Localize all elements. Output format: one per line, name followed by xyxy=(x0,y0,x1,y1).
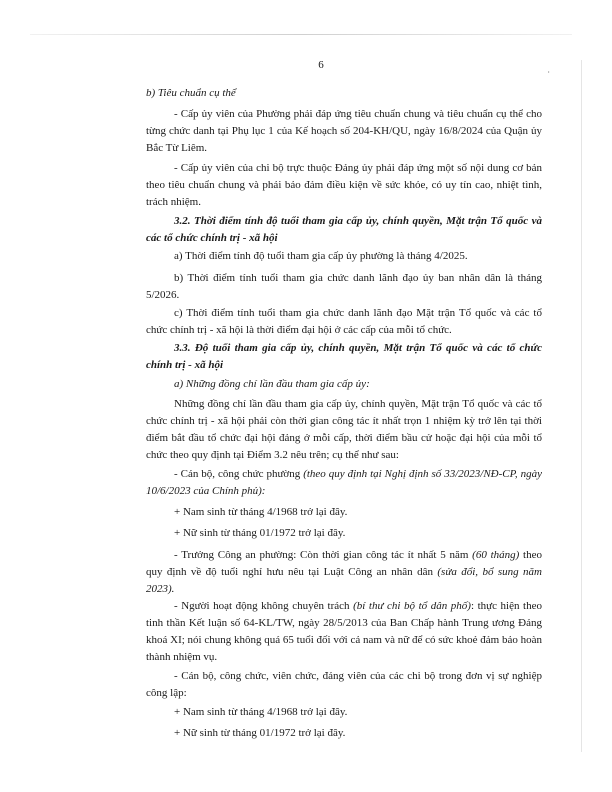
paragraph xyxy=(146,547,542,598)
paragraph: - Cán bộ, công chức, viên chức, đảng viên của các chi bộ trong đơn vị sự nghiệp công lập: xyxy=(146,670,542,699)
paragraph: b) Thời điểm tính tuổi tham gia chức danh lãnh đạo ủy ban nhân dân là tháng 5/2026. xyxy=(146,272,542,301)
section-heading-3-3: 3.3. Độ tuổi tham gia cấp ủy, chính quyền, Mặt trận Tổ quốc và các tổ chức chính trị - xã hội xyxy=(146,342,542,371)
list-item: + Nam sinh từ tháng 4/1968 trở lại đây. xyxy=(174,506,348,518)
text-run-italic: (60 tháng) xyxy=(472,549,520,561)
list-item: + Nam sinh từ tháng 4/1968 trở lại đây. xyxy=(174,706,348,718)
paragraph: c) Thời điểm tính tuổi tham gia chức danh lãnh đạo Mặt trận Tổ quốc và các tổ chức chính trị - xã hội là thời điểm đại hội ở các cấp của mỗi tổ chức. xyxy=(146,307,542,336)
section-heading-3-2: 3.2. Thời điểm tính độ tuổi tham gia cấp ủy, chính quyền, Mặt trận Tổ quốc và các tổ chức chính trị - xã hội xyxy=(146,215,542,244)
scan-mark: · xyxy=(547,68,550,77)
page-number: 6 xyxy=(318,59,324,71)
subheading-a: a) Những đồng chí lần đầu tham gia cấp ủy: xyxy=(174,378,370,390)
list-item: + Nữ sinh từ tháng 01/1972 trở lại đây. xyxy=(174,727,346,739)
paragraph: - Cấp ủy viên của chi bộ trực thuộc Đảng ủy phải đáp ứng một số nội dung cơ bản theo tiêu chuẩn chung và phải bảo đảm điều kiện về sức khỏe, có uy tín cao, nhiệt tình, trách nhiệm. xyxy=(146,162,542,208)
text-run-italic: (bí thư chi bộ tổ dân phố) xyxy=(353,600,471,612)
text-run: - Trưởng Công an phường: Còn thời gian công tác ít nhất 5 năm xyxy=(174,549,473,561)
scan-right-edge xyxy=(581,60,582,752)
paragraph: a) Thời điểm tính độ tuổi tham gia cấp ủy phường là tháng 4/2025. xyxy=(174,250,468,262)
paragraph xyxy=(146,466,542,500)
scan-top-edge xyxy=(30,34,572,35)
text-run-italic: (theo quy định tại Nghị định số 33/2023/NĐ-CP, ngày 10/6/2023 của Chính phủ): xyxy=(146,468,542,497)
text-run-italic: (sửa đổi, bổ sung năm 2023). xyxy=(146,566,542,595)
text-run: theo quy định về độ tuổi nghỉ hưu nêu tại Luật Công an nhân dân xyxy=(146,549,542,578)
text-run: - Cán bộ, công chức phường xyxy=(174,468,304,480)
list-item: + Nữ sinh từ tháng 01/1972 trở lại đây. xyxy=(174,527,346,539)
paragraph: Những đồng chí lần đầu tham gia cấp ủy, chính quyền, Mặt trận Tổ quốc và các tổ chức chính trị - xã hội phải còn thời gian công tác ít nhất trọn 1 nhiệm kỳ trở lên tại thời điểm bắt đầu tổ chức đại hội đảng ở mỗi cấp, thời điểm bầu cử hoặc đại hội của mỗi tổ chức theo quy định tại Điểm 3.2 nêu trên; cụ thể như sau: xyxy=(146,398,542,461)
paragraph: - Cấp ủy viên của Phường phải đáp ứng tiêu chuẩn chung và tiêu chuẩn cụ thể cho từng chức danh tại Phụ lục 1 của Kế hoạch số 204-KH/QU, ngày 16/8/2024 của Quận ủy Bắc Từ Liêm. xyxy=(146,108,542,154)
text-run: - Người hoạt động không chuyên trách xyxy=(174,600,354,612)
section-heading-b: b) Tiêu chuẩn cụ thể xyxy=(146,87,236,99)
paragraph xyxy=(146,598,542,666)
text-run: : thực hiện theo tinh thần Kết luận số 64-KL/TW, ngày 28/5/2013 của Ban Chấp hành Trung ương Đảng khoá XI; nói chung không quá 65 tuổi đối với cả nam và nữ để có sức khoẻ đảm bảo hoàn thành nhiệm vụ. xyxy=(146,600,542,663)
